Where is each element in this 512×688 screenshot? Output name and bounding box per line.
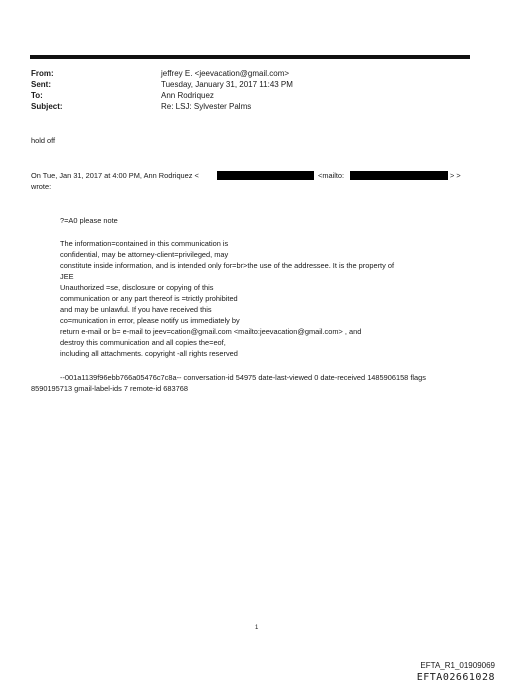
disclaimer-line: co=munication in error, please notify us immediately by: [60, 316, 240, 325]
note-line: ?=A0 please note: [60, 216, 118, 225]
disclaimer-line: The information=contained in this communication is: [60, 239, 229, 248]
redaction-bar: [217, 171, 314, 180]
to-value: Ann Rodriquez: [161, 91, 214, 100]
reply-text: hold off: [31, 136, 56, 145]
page-number: 1: [255, 625, 259, 631]
header-rule: [30, 55, 470, 59]
disclaimer-line: including all attachments. copyright -all rights reserved: [60, 349, 238, 358]
metadata-line: 8590195713 gmail-label-ids 7 remote-id 683768: [31, 384, 188, 393]
metadata-line: --001a1139f96ebb766a05476c7c8a-- conversation-id 54975 date-last-viewed 0 date-received 1485906158 flags: [60, 373, 426, 382]
quote-intro: On Tue, Jan 31, 2017 at 4:00 PM, Ann Rodriquez <: [31, 171, 199, 180]
subject-label: Subject:: [31, 102, 63, 111]
from-value: jeffrey E. <jeevacation@gmail.com>: [161, 69, 290, 78]
disclaimer-line: confidential, may be attorney-client=privileged, may: [60, 250, 229, 259]
to-label: To:: [31, 91, 43, 100]
disclaimer-line: destroy this communication and all copies the=eof,: [60, 338, 226, 347]
quote-mailto: <mailto:: [318, 171, 345, 180]
disclaimer-line: constitute inside information, and is intended only for=br>the use of the addressee. It is the property of: [60, 261, 395, 270]
disclaimer-line: Unauthorized =se, disclosure or copying of this: [60, 283, 214, 292]
sent-value: Tuesday, January 31, 2017 11:43 PM: [161, 80, 293, 89]
redaction-bar: [350, 171, 448, 180]
quote-wrote: wrote:: [31, 182, 52, 191]
efta-large-id: EFTA02661028: [416, 672, 495, 683]
disclaimer-line: JEE: [60, 272, 74, 281]
disclaimer-line: and may be unlawful. If you have received this: [60, 305, 212, 314]
disclaimer-line: return e-mail or b= e-mail to jeev=cation@gmail.com <mailto:jeevacation@gmail.com> , and: [60, 327, 362, 336]
from-label: From:: [31, 69, 54, 78]
disclaimer-line: communication or any part thereof is =trictly prohibited: [60, 294, 238, 303]
sent-label: Sent:: [31, 80, 51, 89]
efta-small-id: EFTA_R1_01909069: [420, 661, 495, 670]
subject-value: Re: LSJ: Sylvester Palms: [161, 102, 252, 111]
quote-close: > >: [450, 171, 461, 180]
